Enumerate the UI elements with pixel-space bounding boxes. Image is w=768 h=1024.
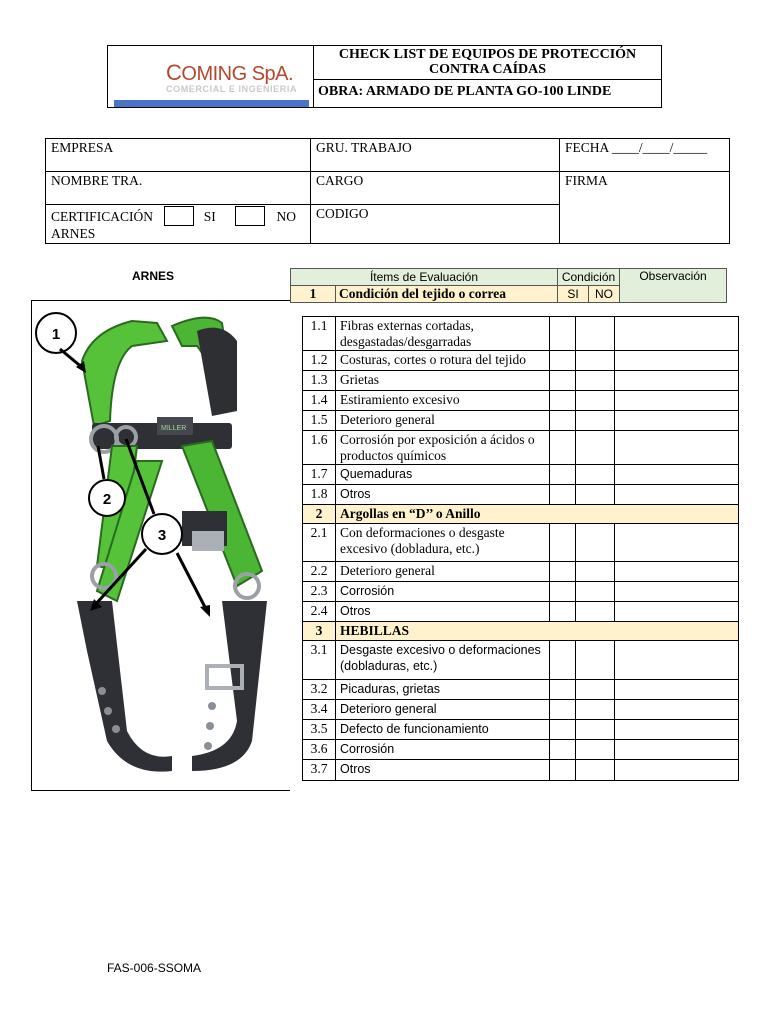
observation-cell[interactable] [615,371,739,391]
section-1-title: Condición del tejido o correa [336,286,558,303]
observation-cell[interactable] [615,465,739,485]
si-checkbox-cell[interactable] [550,740,576,760]
si-checkbox-cell[interactable] [550,720,576,740]
certificacion-label: CERTIFICACIÓN [51,209,153,224]
table-row [303,582,739,602]
back-pad [197,328,237,416]
observation-cell[interactable] [615,562,739,582]
item-number: 3.7 [303,760,336,781]
item-number: 3.4 [303,700,336,720]
no-checkbox-cell[interactable] [576,411,615,431]
si-checkbox-cell[interactable] [550,371,576,391]
waist-buckle [192,531,224,551]
no-checkbox-cell[interactable] [576,700,615,720]
table-row [303,562,739,582]
item-number: 2 [303,505,336,524]
item-description: Corrosión por exposición a ácidos o productos químicos [336,431,550,465]
item-number: 1.2 [303,351,336,371]
si-checkbox-cell[interactable] [550,760,576,781]
no-checkbox-cell[interactable] [576,740,615,760]
no-checkbox[interactable] [235,206,265,226]
item-description: Argollas en “D’’ o Anillo [336,505,739,524]
grupo-trabajo-field[interactable]: GRU. TRABAJO [311,139,560,172]
item-description: Otros [336,602,550,622]
item-description: Estiramiento excesivo [336,391,550,411]
certificacion-field [46,205,311,244]
fecha-field[interactable]: FECHA ____/____/_____ [560,139,730,172]
item-number: 1.8 [303,485,336,505]
cargo-field[interactable]: CARGO [311,172,560,205]
table-row [303,371,739,391]
callout-1-label: 1 [51,326,61,343]
callout-2-label: 2 [102,491,112,508]
si-checkbox-cell[interactable] [550,391,576,411]
observation-cell[interactable] [615,582,739,602]
section-row [303,622,739,641]
table-row [303,700,739,720]
worker-info-table [45,138,730,244]
item-description: Fibras externas cortadas, desgastadas/desgarradas [336,317,550,351]
si-column-header: SI [558,286,589,303]
observation-cell[interactable] [615,524,739,562]
title-line-2: CONTRA CAÍDAS [428,62,547,77]
item-description: Quemaduras [336,465,550,485]
observation-cell[interactable] [615,602,739,622]
title-line-1: CHECK LIST DE EQUIPOS DE PROTECCIÓN [338,47,637,62]
item-number: 3.1 [303,641,336,680]
no-checkbox-cell[interactable] [576,431,615,465]
observacion-column-header: Observación [620,269,727,303]
observation-cell[interactable] [615,680,739,700]
logo-bar [114,100,309,107]
si-checkbox-cell[interactable] [550,700,576,720]
item-description: Deterioro general [336,700,550,720]
left-shoulder-strap [82,321,167,426]
firma-field[interactable]: FIRMA [560,172,730,244]
observation-cell[interactable] [615,740,739,760]
item-description: Otros [336,760,550,781]
si-checkbox-cell[interactable] [550,411,576,431]
si-checkbox-cell[interactable] [550,351,576,371]
si-checkbox-cell[interactable] [550,680,576,700]
si-checkbox-cell[interactable] [550,485,576,505]
item-number: 1.6 [303,431,336,465]
item-number: 2.2 [303,562,336,582]
item-description: Con deformaciones o desgaste excesivo (dobladura, etc.) [336,524,550,562]
observation-cell[interactable] [615,760,739,781]
no-checkbox-cell[interactable] [576,351,615,371]
no-checkbox-cell[interactable] [576,524,615,562]
item-number: 3 [303,622,336,641]
si-checkbox-cell[interactable] [550,641,576,680]
observation-cell[interactable] [615,411,739,431]
callout-3-arrowhead-right [200,605,210,617]
si-checkbox-cell[interactable] [550,524,576,562]
si-label: SI [203,209,216,224]
logo-subtitle: COMERCIAL E INGENIERIA [166,84,298,94]
table-row [303,351,739,371]
si-checkbox-cell[interactable] [550,582,576,602]
harness-image-frame [31,300,290,791]
observation-cell[interactable] [615,641,739,680]
si-checkbox-cell[interactable] [550,465,576,485]
callout-3-label: 3 [157,527,167,544]
no-column-header: NO [589,286,620,303]
item-description: Deterioro general [336,411,550,431]
no-checkbox-cell[interactable] [576,760,615,781]
obra-title: OBRA: ARMADO DE PLANTA GO-100 LINDE [318,84,612,99]
table-row [303,680,739,700]
empresa-field[interactable]: EMPRESA [46,139,311,172]
no-checkbox-cell[interactable] [576,391,615,411]
item-number: 1.3 [303,371,336,391]
item-number: 1.4 [303,391,336,411]
form-code: FAS-006-SSOMA [107,961,202,975]
item-description: Corrosión [336,582,550,602]
item-description: Costuras, cortes o rotura del tejido [336,351,550,371]
table-row [303,524,739,562]
item-number: 2.1 [303,524,336,562]
no-checkbox-cell[interactable] [576,562,615,582]
no-checkbox-cell[interactable] [576,317,615,351]
nombre-field[interactable]: NOMBRE TRA. [46,172,311,205]
no-checkbox-cell[interactable] [576,485,615,505]
harness-illustration [32,301,290,791]
leg-strap-left [77,601,172,772]
table-row [303,431,739,465]
item-description: HEBILLAS [336,622,739,641]
evaluation-header [290,268,727,303]
table-row [303,317,739,351]
evaluation-items-table [302,316,739,781]
item-number: 1.7 [303,465,336,485]
item-number: 2.3 [303,582,336,602]
item-number: 1.5 [303,411,336,431]
observation-cell[interactable] [615,351,739,371]
observation-cell[interactable] [615,700,739,720]
table-row [303,411,739,431]
item-number: 3.2 [303,680,336,700]
item-description: Defecto de funcionamiento [336,720,550,740]
si-checkbox-cell[interactable] [550,602,576,622]
si-checkbox[interactable] [164,206,194,226]
item-description: Otros [336,485,550,505]
brand-text: MILLER [161,425,187,432]
arnes-label: ARNES [51,226,96,241]
table-row [303,602,739,622]
harness-label: ARNES [132,269,175,283]
table-row [303,391,739,411]
no-label: NO [276,209,296,224]
si-checkbox-cell[interactable] [550,431,576,465]
no-checkbox-cell[interactable] [576,602,615,622]
si-checkbox-cell[interactable] [550,562,576,582]
observation-cell[interactable] [615,317,739,351]
observation-cell[interactable] [615,485,739,505]
document-header [107,45,662,108]
no-checkbox-cell[interactable] [576,582,615,602]
logo-name: COMING SpA. [166,60,294,85]
item-description: Deterioro general [336,562,550,582]
item-number: 3.5 [303,720,336,740]
item-number: 2.4 [303,602,336,622]
no-checkbox-cell[interactable] [576,720,615,740]
document-title [314,46,661,80]
item-description: Picaduras, grietas [336,680,550,700]
observation-cell[interactable] [615,391,739,411]
no-checkbox-cell[interactable] [576,641,615,680]
section-1-number: 1 [291,286,336,303]
company-logo [108,46,314,107]
section-row [303,505,739,524]
observation-cell[interactable] [615,720,739,740]
table-row [303,760,739,781]
no-checkbox-cell[interactable] [576,371,615,391]
item-description: Grietas [336,371,550,391]
item-description: Desgaste excesivo o deformaciones (dobladuras, etc.) [336,641,550,680]
no-checkbox-cell[interactable] [576,465,615,485]
observation-cell[interactable] [615,431,739,465]
table-row [303,485,739,505]
no-checkbox-cell[interactable] [576,680,615,700]
table-row [303,465,739,485]
table-row [303,720,739,740]
table-row [303,641,739,680]
codigo-field[interactable]: CODIGO [311,205,560,244]
item-number: 3.6 [303,740,336,760]
items-column-header: Ítems de Evaluación [291,269,558,286]
si-checkbox-cell[interactable] [550,317,576,351]
callout-3-arrow-right [177,553,207,611]
item-description: Corrosión [336,740,550,760]
item-number: 1.1 [303,317,336,351]
table-row [303,740,739,760]
condicion-column-header: Condición [558,269,620,286]
